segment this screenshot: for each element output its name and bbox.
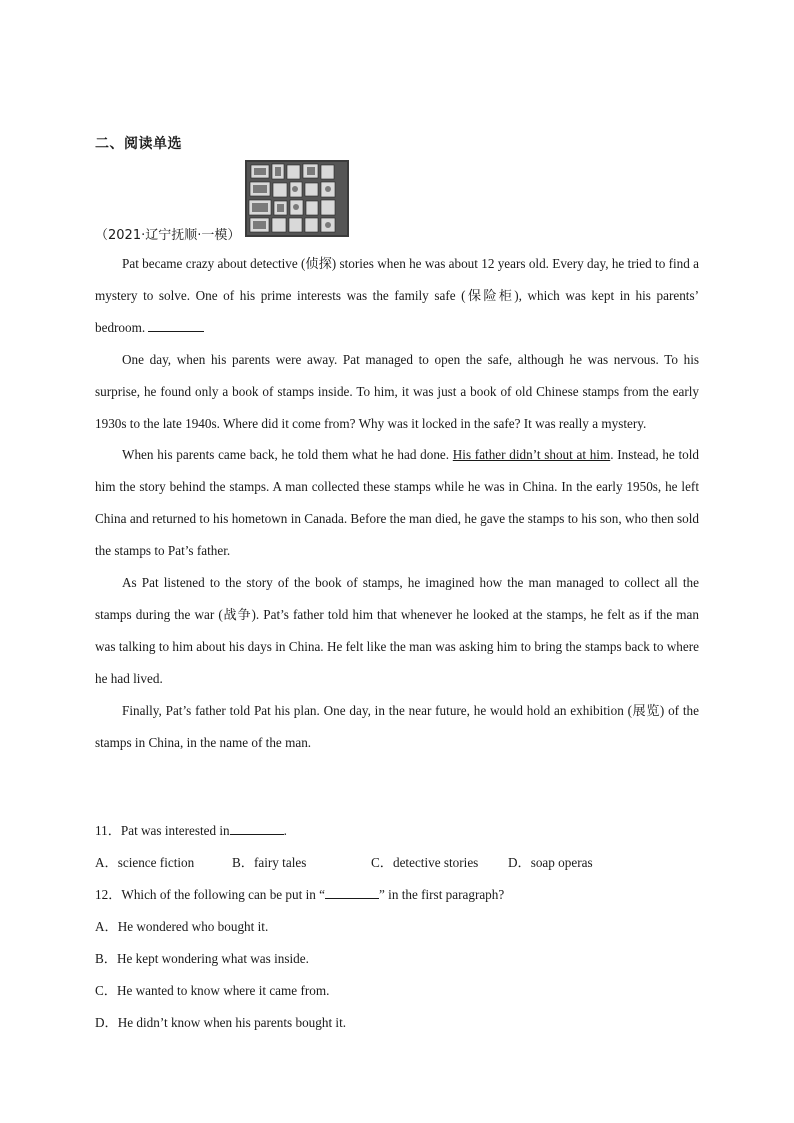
option-b[interactable]: B．fairy tales [232, 855, 307, 870]
question-11-options [95, 847, 699, 879]
option-d[interactable]: D．soap operas [508, 855, 593, 870]
paragraph-1 [95, 248, 699, 344]
option-c[interactable]: C．He wanted to know where it came from. [95, 983, 330, 998]
answer-blank [230, 822, 284, 835]
answer-blank [325, 886, 379, 899]
paragraph-3-lead: When his parents came back, he told them what he had done. [122, 447, 453, 463]
option-a[interactable]: A．science fiction [95, 855, 195, 870]
option-d[interactable]: D．He didn’t know when his parents bought it. [95, 1015, 347, 1030]
answer-blank [148, 319, 204, 332]
reading-passage [95, 248, 699, 759]
question-12-stem: 12．Which of the following can be put in “ ” in the first paragraph? [95, 887, 505, 902]
stamp-collection-photo [245, 160, 349, 237]
question-11-stem: 11．Pat was interested in . [95, 823, 287, 838]
section-title: 二、阅读单选 [95, 136, 182, 152]
paragraph-2: One day, when his parents were away. Pat managed to open the safe, although he was nervous. To his surprise, he found only a book of stamps inside. To him, it was just a book of old Chinese stamps from the early 1930s to the late 1940s. Where did it come from? Why was it locked in the safe? It was really a mystery. [95, 351, 699, 431]
underlined-sentence: His father didn’t shout at him [452, 447, 611, 463]
paragraph-4: As Pat listened to the story of the book of stamps, he imagined how the man managed to collect all the stamps during the war (战争). Pat’s father told him that whenever he looked at the stamps, he felt as if the man was talking to him about his days in China. He felt like the man was asking him to bring the stamps back to where he had lived. [95, 575, 699, 686]
paragraph-3 [95, 439, 699, 567]
option-a[interactable]: A．He wondered who bought it. [95, 919, 269, 934]
paragraph-3-rest: . Instead, he told him the story behind the stamps. A man collected these stamps while he was in China. In the early 1950s, he left China and returned to his hometown in Canada. Before the man died, he gave the stamps to his son, who then sold the stamps to Pat’s father. [95, 447, 699, 559]
option-c[interactable]: C．detective stories [371, 855, 479, 870]
question-list [95, 815, 699, 1039]
option-b[interactable]: B．He kept wondering what was inside. [95, 951, 309, 966]
paragraph-5: Finally, Pat’s father told Pat his plan. One day, in the near future, he would hold an exhibition (展览) of the stamps in China, in the name of the man. [95, 702, 699, 750]
question-source: （2021·辽宁抚顺·一模） [95, 228, 241, 243]
paragraph-1-text: Pat became crazy about detective (侦探) stories when he was about 12 years old. Every day, he tried to find a mystery to solve. One of his prime interests was the family safe (保险柜), which was kept in his parents’ bedroom. [95, 256, 699, 335]
